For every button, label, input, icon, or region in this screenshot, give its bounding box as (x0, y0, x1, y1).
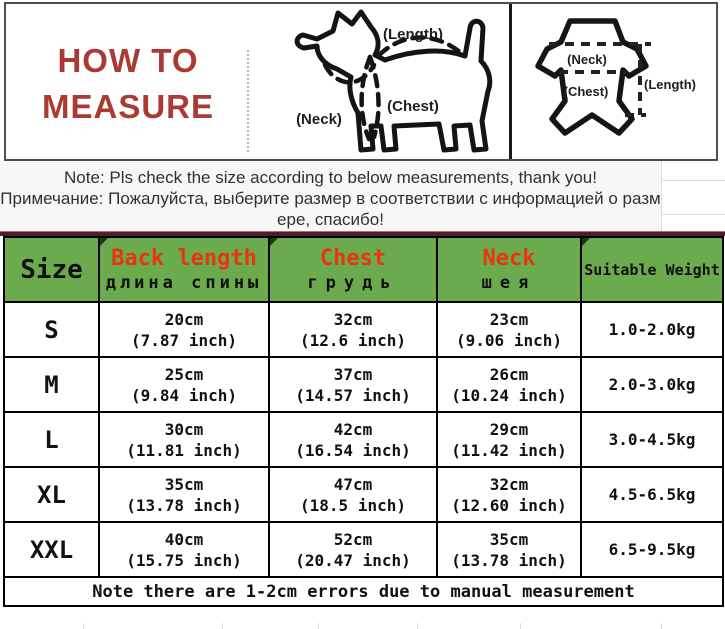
diagram-divider (509, 4, 512, 159)
header-cell-back-length (99, 237, 269, 302)
table-row-l (4, 412, 723, 467)
garment-measure-diagram (513, 5, 719, 158)
header-back-length-en: Back length (111, 245, 257, 271)
title-line-1: HOW TO (57, 42, 199, 79)
cell-chest: 47cm (18.5 inch) (269, 467, 437, 522)
cell-neck: 35cm (13.78 inch) (437, 522, 581, 577)
header-neck-ru: шея (481, 272, 537, 293)
table-row-xl (4, 467, 723, 522)
header-back-length-ru: длина спины (105, 272, 263, 293)
cell-size: S (4, 302, 99, 357)
grid-line (318, 623, 319, 629)
measure-guide-box (4, 2, 718, 161)
header-size-label: Size (20, 254, 83, 285)
header-cell-size (4, 237, 99, 302)
cell-back-length: 35cm (13.78 inch) (99, 467, 269, 522)
cell-chest: 32cm (12.6 inch) (269, 302, 437, 357)
dog-neck-label: (Neck) (296, 111, 342, 128)
note-text (0, 167, 661, 230)
header-cell-neck (437, 237, 581, 302)
dog-length-label: (Length) (383, 26, 443, 43)
grid-line (222, 623, 223, 629)
cell-chest: 42cm (16.54 inch) (269, 412, 437, 467)
cell-back-length: 30cm (11.81 inch) (99, 412, 269, 467)
bottom-partial-row (0, 623, 725, 629)
header-neck-en: Neck (482, 245, 536, 271)
grid-line (661, 623, 662, 629)
cell-weight: 2.0-3.0kg (581, 357, 723, 412)
table-header-row (4, 237, 723, 302)
table-row-m (4, 357, 723, 412)
grid-line (661, 180, 725, 181)
cell-back-length: 25cm (9.84 inch) (99, 357, 269, 412)
note-line-en: Note: Pls check the size according to below measurements, thank you! (64, 168, 597, 187)
garment-neck-label: (Neck) (567, 52, 607, 67)
grid-line (417, 623, 418, 629)
cell-size: XXL (4, 522, 99, 577)
table-row-s (4, 302, 723, 357)
cell-chest: 37cm (14.57 inch) (269, 357, 437, 412)
cell-weight: 3.0-4.5kg (581, 412, 723, 467)
header-cell-suitable-weight (581, 237, 723, 302)
dog-measure-diagram (255, 5, 507, 158)
grid-line (520, 623, 521, 629)
dotted-divider (247, 50, 249, 152)
measurement-error-note: Note there are 1-2cm errors due to manual measurement (4, 577, 723, 606)
note-banner (0, 161, 725, 231)
cell-size: L (4, 412, 99, 467)
corner-marker-icon (270, 238, 278, 246)
cell-weight: 4.5-6.5kg (581, 467, 723, 522)
cell-chest: 52cm (20.47 inch) (269, 522, 437, 577)
dog-chest-label: (Chest) (387, 98, 439, 115)
table-row-xxl (4, 522, 723, 577)
grid-line (83, 623, 84, 629)
title-line-2: MEASURE (41, 88, 215, 125)
cell-back-length: 20cm (7.87 inch) (99, 302, 269, 357)
corner-marker-icon (100, 238, 108, 246)
grid-line (661, 214, 725, 215)
note-line-ru-2: ере, спасибо! (277, 210, 384, 229)
cell-neck: 26cm (10.24 inch) (437, 357, 581, 412)
cell-size: XL (4, 467, 99, 522)
corner-marker-icon (582, 238, 590, 246)
header-chest-ru: грудь (307, 272, 399, 293)
garment-length-label: (Length) (644, 77, 696, 92)
cell-size: M (4, 357, 99, 412)
cell-weight: 1.0-2.0kg (581, 302, 723, 357)
table-footer-row (4, 577, 723, 606)
cell-neck: 32cm (12.60 inch) (437, 467, 581, 522)
cell-weight: 6.5-9.5kg (581, 522, 723, 577)
cell-neck: 29cm (11.42 inch) (437, 412, 581, 467)
grid-line (661, 161, 662, 231)
cell-back-length: 40cm (15.75 inch) (99, 522, 269, 577)
how-to-measure-title (22, 38, 234, 130)
size-table (3, 236, 724, 607)
header-cell-chest (269, 237, 437, 302)
header-weight-label: Suitable Weight (584, 260, 720, 279)
garment-chest-label: (Chest) (563, 84, 609, 99)
cell-neck: 23cm (9.06 inch) (437, 302, 581, 357)
note-line-ru-1: Примечание: Пожалуйста, выберите размер в соответствии с информацией о разм (0, 189, 661, 208)
header-chest-en: Chest (319, 245, 387, 271)
